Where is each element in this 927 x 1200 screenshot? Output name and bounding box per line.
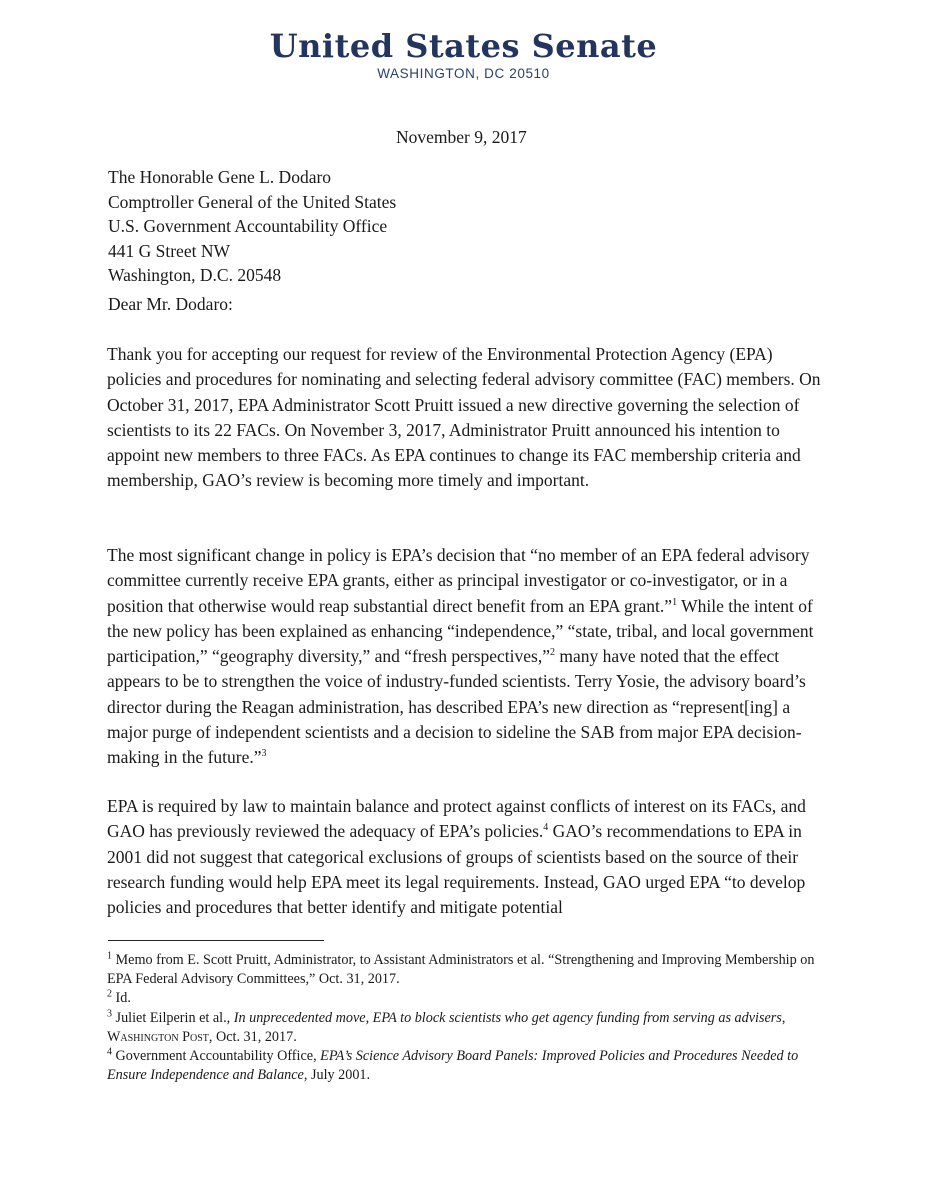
footnote-2: [107, 989, 819, 1008]
footnote-ref: 4: [543, 822, 549, 834]
footnote-number: 2: [107, 988, 112, 1000]
footnote-ref: 1: [672, 596, 678, 608]
body-paragraph-3: [107, 794, 829, 920]
footnote-divider: [108, 940, 324, 941]
paragraph-text: GAO’s recommendations to EPA in 2001 did not suggest that categorical exclusions of groups of scientists based on the source of their research funding would help EPA meet its legal requirements. Instead, GAO urged EPA “to develop policies and procedures that better identify and mitigate potential: [107, 821, 806, 918]
footnote-text: , Oct. 31, 2017.: [208, 1028, 297, 1045]
footnote-number: 1: [107, 950, 112, 962]
footnote-text: Id.: [112, 990, 131, 1007]
footnote-text: Juliet Eilperin et al.,: [112, 1009, 234, 1026]
footnote-1: [107, 951, 819, 989]
address-line: Washington, D.C. 20548: [108, 265, 282, 285]
footnote-ref: 3: [261, 748, 267, 760]
footnote-4: [107, 1047, 819, 1085]
paragraph-text: many have noted that the effect appears to be to strengthen the voice of industry-funded scientists. Terry Yosie, the advisory board’s director during the Reagan administration, has described EPA’s new direction as “represent[ing] a major purge of independent scientists and a decision to sideline the SAB from major EPA decision-making in the future.”: [107, 646, 806, 768]
paragraph-text: While the intent of the new policy has been explained as enhancing “independence,” “state, tribal, and local government participation,” “geography diversity,” and “fresh perspectives,”: [107, 595, 814, 667]
footnote-text: Memo from E. Scott Pruitt, Administrator, to Assistant Administrators et al. “Strengthening and Improving Membership on EPA Federal Advisory Committees,” Oct. 31, 2017.: [107, 952, 815, 988]
letter-date: November 9, 2017: [396, 127, 527, 147]
paragraph-text: EPA is required by law to maintain balance and protect against conflicts of interest on its FACs, and GAO has previously reviewed the adequacy of EPA’s policies.: [107, 796, 806, 842]
footnote-text: , July 2001.: [303, 1067, 371, 1084]
address-line: U.S. Government Accountability Office: [108, 216, 388, 236]
footnote-report-title: EPA’s Science Advisory Board Panels: Improved Policies and Procedures Needed to Ensure Independence and Balance: [107, 1048, 799, 1084]
body-paragraph-2: [107, 543, 829, 771]
salutation: Dear Mr. Dodaro:: [108, 294, 233, 314]
letterhead: [0, 28, 927, 81]
footnote-3: [107, 1009, 819, 1047]
footnotes: [107, 951, 819, 1085]
footnote-publication: Washington Post: [107, 1028, 209, 1045]
footnote-number: 4: [107, 1046, 112, 1058]
recipient-address: [108, 165, 396, 288]
address-line: The Honorable Gene L. Dodaro: [108, 167, 332, 187]
footnote-ref: 2: [550, 647, 555, 659]
letterhead-subtitle: WASHINGTON, DC 20510: [377, 66, 550, 81]
footnote-text: ,: [781, 1009, 786, 1026]
body-paragraph-1: Thank you for accepting our request for review of the Environmental Protection Agency (EPA) policies and procedures for nominating and selecting federal advisory committee (FAC) members. On October 31, 2017, EPA Administrator Scott Pruitt issued a new directive governing the selection of scientists to its 22 FACs. On November 3, 2017, Administrator Pruitt announced his intention to appoint new members to three FACs. As EPA continues to change its FAC membership criteria and membership, GAO’s review is becoming more timely and important.: [107, 344, 821, 491]
address-line: Comptroller General of the United States: [108, 191, 397, 212]
footnote-number: 3: [107, 1007, 112, 1019]
paragraph-text: The most significant change in policy is EPA’s decision that “no member of an EPA federal advisory committee currently receive EPA grants, either as principal investigator or co-investigator, or in a position that otherwise would reap substantial direct benefit from an EPA grant.”: [107, 545, 810, 616]
footnote-article-title: In unprecedented move, EPA to block scientists who get agency funding from serving as advisers: [233, 1009, 782, 1026]
address-line: 441 G Street NW: [108, 240, 230, 261]
letterhead-title: United States Senate: [269, 27, 658, 65]
footnote-text: Government Accountability Office,: [112, 1048, 321, 1065]
